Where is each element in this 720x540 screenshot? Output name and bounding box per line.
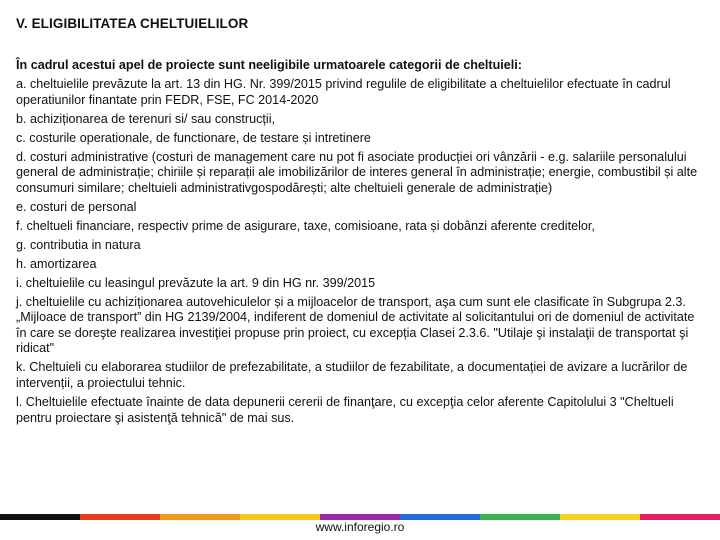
list-item-j: j. cheltuielile cu achiziționarea autovehiculelor și a mijloacelor de transport, aşa cum sunt ele clasificate în Subgrupa 2.3. „Mijloace de transport” din HG 2139/2004, indiferent de domeniul de activitate al solicitantului ori de domeniul de activitate în care se doreşte realizarea investiţiei propuse prin proiect, cu excepția Clasei 2.3.6. "Utilaje şi instalaţii de transportat şi ridicat" xyxy=(16,294,695,356)
list-item-i: i. cheltuielile cu leasingul prevăzute la art. 9 din HG nr. 399/2015 xyxy=(16,275,376,290)
list-item-f: f. cheltueli financiare, respectiv prime de asigurare, taxe, comisioane, rata și dobânzi aferente creditelor, xyxy=(16,218,595,233)
page-title: V. ELIGIBILITATEA CHELTUIELILOR xyxy=(16,16,249,31)
list-item-l: l. Cheltuielile efectuate înainte de data depunerii cererii de finanţare, cu excepţia celor aferente Capitolului 3 "Cheltueli pentru proiectare şi asistenţă tehnică" de mai sus. xyxy=(16,394,674,425)
content-body xyxy=(16,58,706,430)
list-item-g: g. contributia in natura xyxy=(16,237,141,252)
footer-url[interactable]: www.inforegio.ro xyxy=(315,520,405,534)
list-item-c: c. costurile operationale, de functionare, de testare și intretinere xyxy=(16,130,371,145)
list-item-a: a. cheltuielile prevăzute la art. 13 din HG. Nr. 399/2015 privind regulile de eligibilitate a cheltuielilor efectuate în cadrul operatiunilor finantate prin FEDR, FSE, FC 2014-2020 xyxy=(16,76,671,107)
list-item-b: b. achiziționarea de terenuri si/ sau construcții, xyxy=(16,111,276,126)
intro-text: În cadrul acestui apel de proiecte sunt neeligibile urmatoarele categorii de cheltuieli: xyxy=(16,58,522,72)
list-item-h: h. amortizarea xyxy=(16,256,97,271)
list-item-d: d. costuri administrative (costuri de management care nu pot fi asociate producției ori vânzării - e.g. salariile personalului general de administrație; chiriile și reparații ale imobilizărilor de interes general în administrație; energie, combustibil și alte consumuri similare; cheltuieli administrativgospodărești; alte cheltuieli generale de administrație) xyxy=(16,149,698,195)
list-item-e: e. costuri de personal xyxy=(16,199,137,214)
list-item-k: k. Cheltuieli cu elaborarea studiilor de prefezabilitate, a studiilor de fezabilitate, a documentației de avizare a lucrărilor de intervenții, a proiectului tehnic. xyxy=(16,360,688,390)
